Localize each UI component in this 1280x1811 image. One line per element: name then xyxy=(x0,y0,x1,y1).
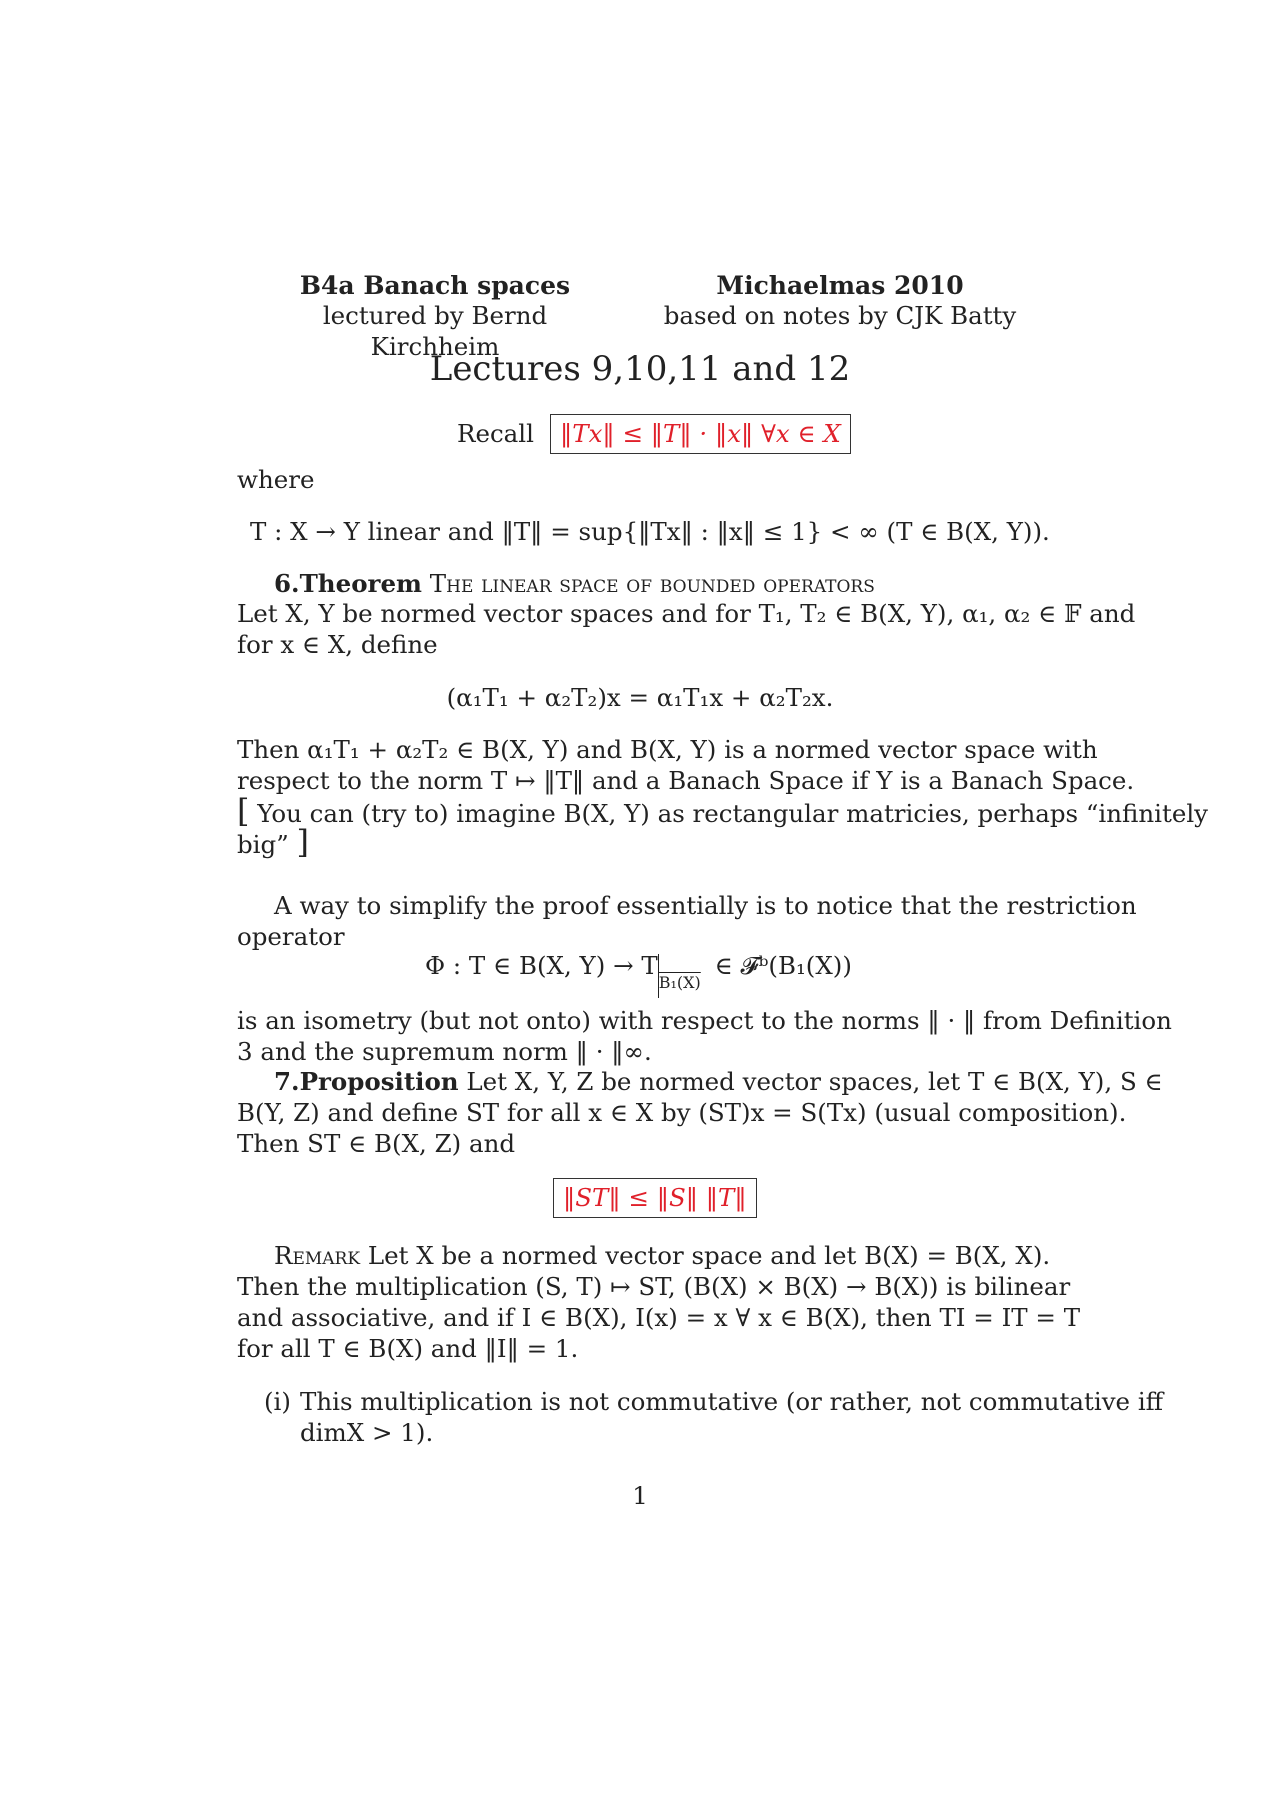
recall-label: Recall xyxy=(457,419,534,448)
theorem-line: Let X, Y be normed vector spaces and for T₁, T₂ ∈ B(X, Y), α₁, α₂ ∈ 𝔽 and xyxy=(237,599,1136,628)
theorem-line: Then α₁T₁ + α₂T₂ ∈ B(X, Y) and B(X, Y) is a normed vector space with xyxy=(237,735,1098,764)
notes-credit: based on notes by CJK Batty xyxy=(663,301,1017,330)
proposition-line: B(Y, Z) and define ST for all x ∈ X by (ST)x = S(Tx) (usual composition). xyxy=(237,1098,1127,1127)
remark-line: Let X be a normed vector space and let B(X) = B(X, X). xyxy=(367,1241,1051,1270)
equation-subscript: B₁(X) xyxy=(658,973,701,992)
remark-label: Remark xyxy=(274,1241,361,1270)
page-number: 1 xyxy=(632,1481,648,1510)
linear-combination-equation: (α₁T₁ + α₂T₂)x = α₁T₁x + α₂T₂x. xyxy=(446,683,834,712)
course-title: B4a Banach spaces xyxy=(299,271,571,300)
page-title: Lectures 9,10,11 and 12 xyxy=(429,349,851,389)
theorem-title: The linear space of bounded operators xyxy=(429,569,875,598)
equation-rhs: ∈ 𝓕ᵇ(B₁(X)) xyxy=(714,951,852,980)
paragraph-line: A way to simplify the proof essentially is to notice that the restriction xyxy=(274,891,1137,920)
proposition-label: 7.Proposition xyxy=(274,1067,459,1096)
remark-heading xyxy=(274,1240,1050,1271)
remark-line: and associative, and if I ∈ B(X), I(x) = x ∀ x ∈ B(X), then TI = IT = T xyxy=(237,1303,1081,1332)
theorem-note: big” ] xyxy=(237,823,310,861)
equation-lhs: Φ : T ∈ B(X, Y) → T xyxy=(425,951,658,980)
restriction-equation xyxy=(425,950,852,998)
list-item: dimX > 1). xyxy=(300,1418,434,1447)
where-label: where xyxy=(237,465,315,494)
theorem-line: respect to the norm T ↦ ‖T‖ and a Banach Space if Y is a Banach Space. xyxy=(237,766,1135,795)
term-title: Michaelmas 2010 xyxy=(716,271,964,300)
theorem-6-heading xyxy=(274,568,875,599)
paragraph-line: 3 and the supremum norm ‖ · ‖∞. xyxy=(237,1037,652,1066)
submultiplicative-formula: ‖ST‖ ≤ ‖S‖ ‖T‖ xyxy=(553,1178,757,1218)
note-text: You can (try to) imagine B(X, Y) as rectangular matricies, perhaps “infinitely xyxy=(257,799,1208,828)
remark-line: Then the multiplication (S, T) ↦ ST, (B(X) × B(X) → B(X)) is bilinear xyxy=(237,1272,1071,1301)
list-item: This multiplication is not commutative (or rather, not commutative iff xyxy=(300,1387,1164,1416)
proposition-line: Then ST ∈ B(X, Z) and xyxy=(237,1129,516,1158)
theorem-label: 6.Theorem xyxy=(274,569,422,598)
norm-definition: T : X → Y linear and ‖T‖ = sup{‖Tx‖ : ‖x‖ ≤ 1} < ∞ (T ∈ B(X, Y)). xyxy=(250,517,1050,546)
theorem-note: [ You can (try to) imagine B(X, Y) as rectangular matricies, perhaps “infinitely xyxy=(237,792,1208,830)
paragraph-line: is an isometry (but not onto) with respect to the norms ‖ · ‖ from Definition xyxy=(237,1006,1172,1035)
remark-line: for all T ∈ B(X) and ‖I‖ = 1. xyxy=(237,1334,579,1363)
proposition-7-heading xyxy=(274,1066,1163,1097)
recall-formula: ‖Tx‖ ≤ ‖T‖ · ‖x‖ ∀x ∈ X xyxy=(550,414,851,454)
list-item-marker: (i) xyxy=(264,1387,291,1416)
paragraph-line: operator xyxy=(237,922,345,951)
lecturer: lectured by Bernd Kirchheim xyxy=(322,301,548,361)
theorem-line: for x ∈ X, define xyxy=(237,630,438,659)
note-text: big” xyxy=(237,830,289,859)
proposition-line: Let X, Y, Z be normed vector spaces, let T ∈ B(X, Y), S ∈ xyxy=(466,1067,1163,1096)
